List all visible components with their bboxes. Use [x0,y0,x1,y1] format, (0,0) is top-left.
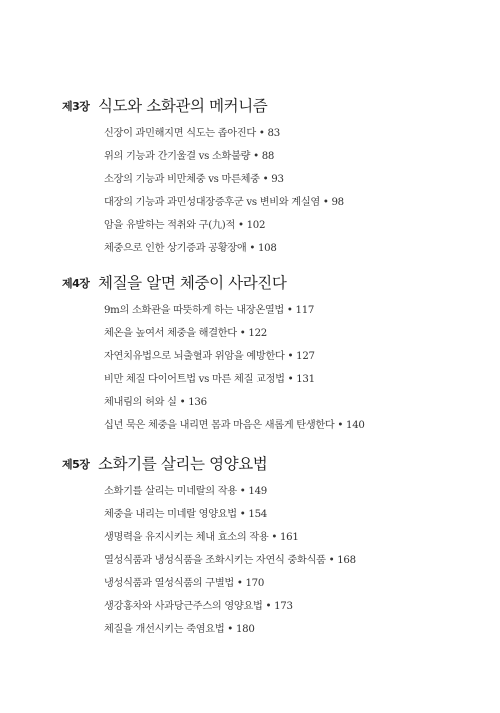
toc-entry: 열성식품과 냉성식품을 조화시키는 자연식 중화식품 • 168 [104,555,356,566]
toc-entry: 체온을 높여서 체중을 해결한다 • 122 [104,328,267,339]
chapter-entries [104,485,356,646]
toc-entry: 9m의 소화관을 따뜻하게 하는 내장온열법 • 117 [104,305,315,316]
toc-entry: 비만 체질 다이어트법 vs 마른 체질 교정법 • 131 [104,374,315,385]
toc-entry: 생강홍차와 사과당근주스의 영양요법 • 173 [104,601,293,612]
toc-entry: 대장의 기능과 과민성대장증후군 vs 변비와 계실염 • 98 [104,197,344,208]
chapter-entries [104,304,365,442]
chapter-number: 제5장 [62,458,90,471]
toc-entry: 소화기를 살리는 미네랄의 작용 • 149 [104,486,267,497]
toc-entry: 생명력을 유지시키는 체내 효소의 작용 • 161 [104,532,299,543]
chapter-number: 제4장 [62,277,90,290]
chapter-entries [104,127,344,265]
chapter-number: 제3장 [62,100,90,113]
chapter-heading [0,452,500,476]
toc-entry: 냉성식품과 열성식품의 구별법 • 170 [104,578,265,589]
chapter-title: 소화기를 살리는 영양요법 [98,455,268,473]
toc-entry: 신장이 과민해지면 식도는 좁아진다 • 83 [104,128,280,139]
toc-entry: 체내림의 허와 실 • 136 [104,397,207,408]
toc-entry: 자연치유법으로 뇌출혈과 위암을 예방한다 • 127 [104,351,315,362]
toc-entry: 체중을 내리는 미네랄 영양요법 • 154 [104,509,267,520]
chapter-title: 식도와 소화관의 메커니즘 [98,97,268,115]
toc-entry: 암을 유발하는 적취와 구(九)적 • 102 [104,220,266,231]
toc-entry: 체중으로 인한 상기증과 공황장애 • 108 [104,243,277,254]
toc-entry: 위의 기능과 간기울결 vs 소화불량 • 88 [104,151,275,162]
toc-entry: 소장의 기능과 비만체중 vs 마른체중 • 93 [104,174,284,185]
chapter-3 [0,94,500,254]
chapter-title: 체질을 알면 체중이 사라진다 [98,274,287,292]
toc-entry: 체질을 개선시키는 죽염요법 • 180 [104,624,255,635]
chapter-4 [0,271,500,431]
chapter-heading [0,94,500,118]
chapter-heading [0,271,500,295]
chapter-5 [0,452,500,635]
toc-entry: 십년 묵은 체중을 내리면 몸과 마음은 새롭게 탄생한다 • 140 [104,420,365,431]
